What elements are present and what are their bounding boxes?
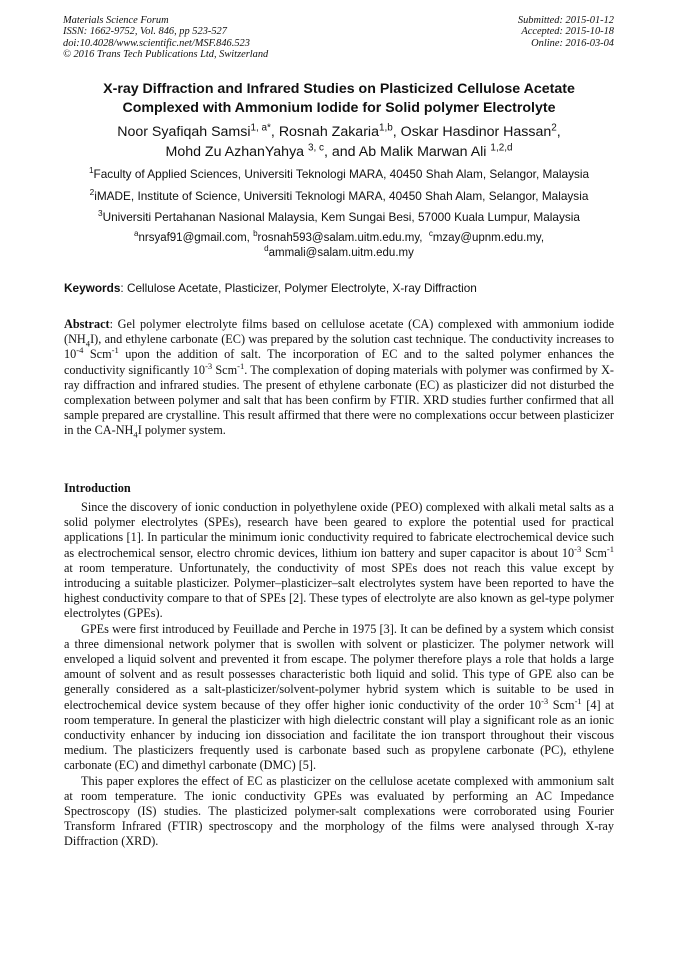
accepted-date: Accepted: 2015-10-18 [521,26,614,38]
title-line-1: X-ray Diffraction and Infrared Studies on Plasticized Cellulose Acetate [103,81,575,97]
abstract-text: I), and ethylene carbonate (EC) was prepared by the solution cast technique. The conductivity increases to 10 [64,332,614,362]
superscript: -4 [76,345,84,356]
author-superscript: 1,b [378,122,393,134]
abstract-text: . The complexation of doping materials with polymer was confirmed by X-ray diffraction and infrared studies. The present of ethylene carbonate (EC) as plasticizer did not disturbed the complexation between polymer and salt that has been confirm by FTIR. XRD studies further confirmed that all sample prepared are crystalline. This result affirmed that there were no complexations occur between plasticizer in the CA-NH [64,362,614,438]
author-name: Noor Syafiqah Samsi [117,124,251,140]
paragraph [64,622,614,774]
introduction-body [64,500,614,850]
abstract-text: : Gel polymer electrolyte films based on cellulose acetate (CA) complexed with ammonium iodide (NH [64,317,614,347]
issn-line: ISSN: 1662-9752, Vol. 846, pp 523-527 [63,26,227,38]
author-list: Noor Syafiqah Samsi$^{1, a*}$, Rosnah Zakaria$^{1,b}$, Oskar Hasdinor Hassan$^2$, Mohd Zu AzhanYahya $^{3, c}$, and Ab Malik Marwan Ali $^{1,2,d}$ [117,122,561,160]
copyright-line: © 2016 Trans Tech Publications Ltd, Switzerland [63,48,269,60]
keywords-line [64,281,616,295]
online-date: Online: 2016-03-04 [531,37,614,49]
author-superscript: 3, c [308,142,325,154]
paragraph: This paper explores the effect of EC as plasticizer on the cellulose acetate complexed with ammonium salt at room temperature. The ionic conductivity GPEs was evaluated by performing an AC Impedance Spectroscopy (IS) studies. The plasticized polymer-salt complexations were corroborated using Fourier Transform Infrared (FTIR) spectroscopy and the morphology of the films were analysed through X-ray Diffraction (XRD). [64,773,614,849]
section-heading: Introduction [64,481,131,495]
affiliation-number: 3 [98,209,103,219]
author-name: Oskar Hasdinor Hassan [400,124,552,140]
paragraph-text: Scm [581,545,607,560]
paragraph-text: [4] at room temperature. In general the plasticizer with high dielectric constant will play a significant role as an ionic conductivity enhancer by inducing ion dissociation and facilitate the ion transport throughout their viscous medium. The plasticizers frequently used is carbonate based such as propylene carbonate (PC), ethylene carbonate (EC) and dimethyl carbonate (DMC) [5]. [64,697,615,773]
affiliation-number: 1 [88,166,94,176]
paragraph-text: GPEs were first introduced by Feuillade and Perche in 1975 [3]. It can be defined by a system which consist a three dimensional network polymer that is swollen with solvent or plasticizer. The polymer network will enveloped a liquid solvent and prevented it from escape. The polymer therefore plays a role that holds a large amount of solvent and as result possesses characteristic both liquid and solid. This type of GPE also can be generally considered as a salt-plasticizer/solvent-polymer hybrid system which is suitable to be used in electrochemical device system because of they offer higher ionic conductivity of the order 10 [64,621,614,712]
paragraph [64,500,614,622]
email-list [40,231,638,261]
superscript: -3 [574,543,582,554]
affiliation [20,210,658,225]
email-link[interactable]: nrsyaf91@gmail.com, [138,232,250,244]
superscript: -1 [574,695,582,706]
subscript: 4 [133,429,138,440]
email-link[interactable]: ammali@salam.uitm.edu.my [268,247,414,259]
abstract-label: Abstract [64,317,110,331]
superscript: -1 [606,543,614,554]
doi-line: doi:10.4028/www.scientific.net/MSF.846.523 [63,37,250,49]
paragraph-text: at room temperature. Unfortunately, the conductivity of most SPEs does not reach this value except by introducing a suitable plasticizer. Polymer–plasticizer–salt electrolytes system have been reported to have the highest conductivity compare to that of SPEs [2]. These types of electrolyte are also known as gel-type polymer electrolytes (GPEs). [64,560,614,621]
paragraph-text: Scm [548,697,575,712]
journal-info [63,15,268,60]
author-superscript: 1,2,d [490,142,513,154]
superscript: -3 [205,360,213,371]
email-link[interactable]: rosnah593@salam.uitm.edu.my, [257,232,423,244]
author-name: and Ab Malik Marwan Ali [331,144,487,160]
author-name: Mohd Zu AzhanYahya [165,144,305,160]
journal-name: Materials Science Forum [63,15,169,26]
affiliation-text: Universiti Pertahanan Nasional Malaysia, Kem Sungai Besi, 57000 Kuala Lumpur, Malaysia [102,210,580,224]
email-superscript: a [133,229,139,239]
affiliation [20,167,658,182]
paragraph-text: Since the discovery of ionic conduction in polyethylene oxide (PEO) complexed with alkali metal salts as a solid polymer electrolytes (SPEs), research have been geared to explore the potential used for practical applications [1]. In particular the minimum ionic conductivity required to fabricate electrochemical device such as electrochemical sensor, electro chromic devices, lithium ion battery and super capacitor is about 10 [64,500,614,560]
affiliation-text: iMADE, Institute of Science, Universiti Teknologi MARA, 40450 Shah Alam, Selangor, Malaysia [94,189,589,203]
affiliation-text: Faculty of Applied Sciences, Universiti Teknologi MARA, 40450 Shah Alam, Selangor, Malaysia [93,167,590,181]
email-superscript: d [264,244,269,254]
affiliation [20,189,658,204]
publication-dates [518,15,614,49]
superscript: -1 [111,345,119,356]
submitted-date: Submitted: 2015-01-12 [517,15,614,26]
title-line-2: Complexed with Ammonium Iodide for Solid polymer Electrolyte [122,100,556,116]
subscript: 4 [85,338,91,349]
keywords-label: Keywords [64,281,121,295]
abstract-text: I polymer system. [137,423,226,438]
author-name: Rosnah Zakaria [278,124,379,140]
keywords-text: : Cellulose Acetate, Plasticizer, Polymer Electrolyte, X-ray Diffraction [120,281,477,295]
author-superscript: 2 [551,122,557,134]
superscript: -3 [541,695,549,706]
email-link[interactable]: mzay@upnm.edu.my, [432,232,545,244]
email-superscript: b [253,229,258,239]
paper-title [40,80,638,118]
abstract [64,317,614,439]
author-superscript: 1, a* [250,122,271,134]
affiliation-number: 2 [89,188,95,198]
abstract-text: upon the addition of salt. The incorporation of EC and to the salted polymer enhances the conductivity significantly 10 [64,347,615,377]
email-superscript: c [428,229,433,239]
abstract-text: Scm [83,347,112,362]
superscript: -1 [237,360,245,371]
abstract-text: Scm [212,362,238,377]
